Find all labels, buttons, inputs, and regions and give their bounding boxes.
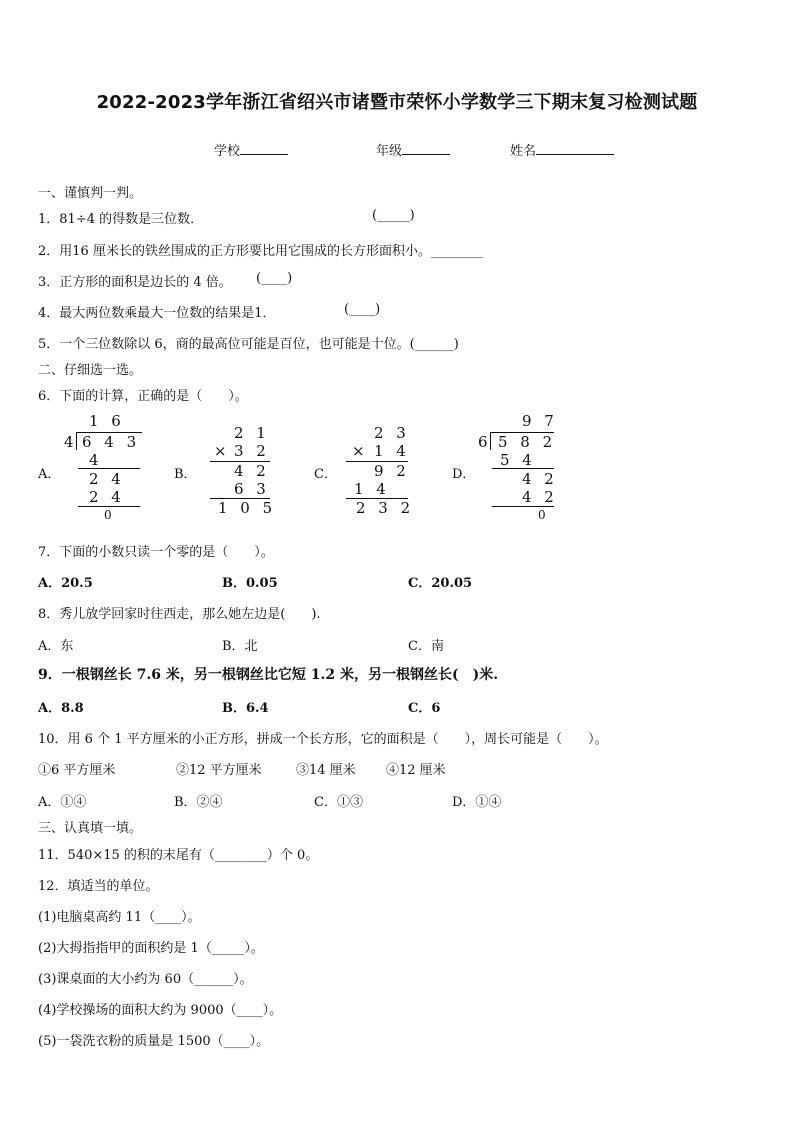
q10-option-d[interactable]: D．①④ xyxy=(452,795,502,810)
question-12-2: (2)大拇指指甲的面积约是 1（_____）。 xyxy=(38,941,264,956)
b-top: 2 1 xyxy=(234,424,270,442)
d-line-1 xyxy=(492,468,554,469)
q10-item-4: ④12 厘米 xyxy=(386,763,446,778)
school-field xyxy=(214,140,288,159)
q6-option-a-work xyxy=(60,412,150,524)
d-line-2 xyxy=(492,506,554,507)
q9-option-b[interactable]: B．6.4 xyxy=(222,701,269,716)
d-divisor: 6 xyxy=(478,433,492,451)
a-step-3: 2 4 xyxy=(89,488,125,506)
q10-item-1: ①6 平方厘米 xyxy=(38,763,116,778)
q7-option-a[interactable]: A．20.5 xyxy=(38,576,93,591)
question-3: 3．正方形的面积是边长的 4 倍。 xyxy=(38,275,232,290)
q6-option-d-work xyxy=(474,412,564,524)
d-remainder: 0 xyxy=(538,508,550,522)
question-8: 8．秀儿放学回家时往西走，那么她左边是( ). xyxy=(38,607,321,622)
a-quotient: 1 6 xyxy=(89,412,125,430)
school-label: 学校 xyxy=(214,144,241,159)
q8-option-c[interactable]: C．南 xyxy=(408,639,444,654)
q6-option-d-label: D． xyxy=(452,467,476,482)
b-partial-1: 4 2 xyxy=(234,462,270,480)
b-result: 1 0 5 xyxy=(218,499,277,517)
b-times: × xyxy=(214,442,231,460)
name-label: 姓名 xyxy=(510,144,537,159)
question-3-blank[interactable]: (____) xyxy=(256,271,293,286)
question-1-blank[interactable]: (_____) xyxy=(372,208,415,223)
question-1: 1．81÷4 的得数是三位数． xyxy=(38,212,204,227)
d-step-3: 4 2 xyxy=(522,488,558,506)
page-title: 2022-2023学年浙江省绍兴市诸暨市荣怀小学数学三下期末复习检测试题 xyxy=(96,92,698,113)
b-second: 3 2 xyxy=(234,442,270,460)
a-divisor: 4 xyxy=(64,433,78,451)
a-remainder: 0 xyxy=(104,508,116,522)
q6-option-a-label[interactable]: A． xyxy=(38,467,61,482)
q6-option-c-work xyxy=(340,424,415,517)
c-top: 2 3 xyxy=(374,424,410,442)
section-3-heading: 三、认真填一填。 xyxy=(38,821,143,836)
question-11: 11．540×15 的积的末尾有（________）个 0。 xyxy=(38,848,319,863)
grade-field xyxy=(376,140,450,159)
section-1-heading: 一、谨慎判一判。 xyxy=(38,186,143,201)
school-blank[interactable] xyxy=(240,142,288,155)
question-12: 12．填适当的单位。 xyxy=(38,879,159,894)
question-12-4: (4)学校操场的面积大约为 9000（____）。 xyxy=(38,1003,283,1018)
a-dividend: 6 4 3 xyxy=(82,433,141,451)
q10-option-c[interactable]: C．①③ xyxy=(314,795,363,810)
c-result: 2 3 2 xyxy=(356,499,415,517)
q10-item-3: ③14 厘米 xyxy=(296,763,356,778)
d-quotient: 9 7 xyxy=(522,412,558,430)
c-partial-2: 1 4 xyxy=(354,480,390,498)
a-step-1: 4 xyxy=(89,451,103,469)
name-field xyxy=(510,140,614,159)
question-2: 2．用16 厘米长的铁丝围成的正方形要比用它围成的长方形面积小。________ xyxy=(38,244,483,259)
d-step-1: 5 4 xyxy=(500,451,536,469)
b-partial-2: 6 3 xyxy=(234,480,270,498)
q10-item-2: ②12 平方厘米 xyxy=(176,763,262,778)
question-4: 4．最大两位数乘最大一位数的结果是1． xyxy=(38,306,276,321)
a-line-1 xyxy=(78,468,140,469)
q8-option-a[interactable]: A．东 xyxy=(38,639,74,654)
question-5: 5．一个三位数除以 6，商的最高位可能是百位，也可能是十位。(______) xyxy=(38,337,459,352)
question-4-blank[interactable]: (____) xyxy=(344,302,381,317)
question-7: 7．下面的小数只读一个零的是（ ）。 xyxy=(38,545,274,560)
q9-option-a[interactable]: A．8.8 xyxy=(38,701,84,716)
question-10: 10．用 6 个 1 平方厘米的小正方形，拼成一个长方形，它的面积是（ ），周长可能是（ ）。 xyxy=(38,732,608,747)
question-12-5: (5)一袋洗衣粉的质量是 1500（____）。 xyxy=(38,1034,270,1049)
a-line-2 xyxy=(78,506,140,507)
d-step-2: 4 2 xyxy=(522,470,558,488)
c-partial-1: 9 2 xyxy=(374,462,410,480)
q10-option-a[interactable]: A．①④ xyxy=(38,795,87,810)
question-12-1: (1)电脑桌高约 11（____）。 xyxy=(38,910,201,925)
q6-option-b-work xyxy=(206,424,276,516)
q7-option-b[interactable]: B．0.05 xyxy=(222,576,278,591)
question-6: 6．下面的计算，正确的是（ ）。 xyxy=(38,389,248,404)
q8-option-b[interactable]: B．北 xyxy=(222,639,258,654)
q6-option-b-label[interactable]: B． xyxy=(174,467,197,482)
c-second: 1 4 xyxy=(374,442,410,460)
a-step-2: 2 4 xyxy=(89,470,125,488)
d-dividend: 5 8 2 xyxy=(498,433,557,451)
c-times: × xyxy=(352,442,369,460)
grade-blank[interactable] xyxy=(402,142,450,155)
q9-option-c[interactable]: C．6 xyxy=(408,701,441,716)
section-2-heading: 二、仔细选一选。 xyxy=(38,363,143,378)
q10-option-b[interactable]: B．②④ xyxy=(174,795,223,810)
q7-option-c[interactable]: C．20.05 xyxy=(408,576,473,591)
question-12-3: (3)课桌面的大小约为 60（______）。 xyxy=(38,972,253,987)
name-blank[interactable] xyxy=(536,142,614,155)
q6-option-c-label[interactable]: C． xyxy=(314,467,337,482)
grade-label: 年级 xyxy=(376,144,403,159)
question-9: 9．一根钢丝长 7.6 米，另一根钢丝比它短 1.2 米，另一根钢丝长( )米. xyxy=(38,667,499,683)
